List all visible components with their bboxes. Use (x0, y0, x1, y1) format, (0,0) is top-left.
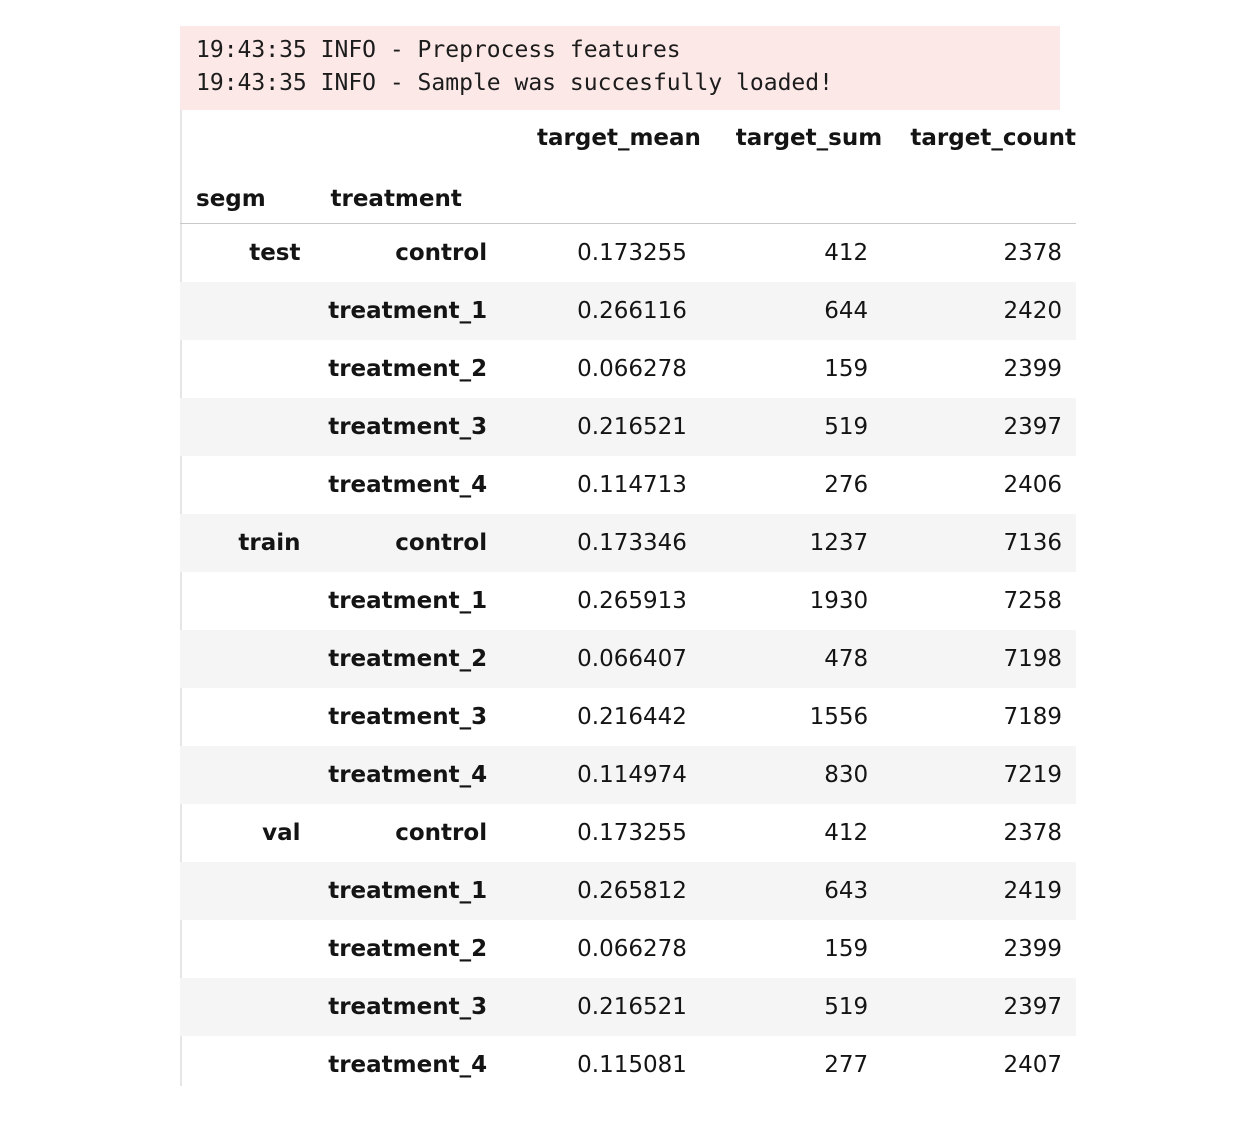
cell-target-count: 7136 (882, 514, 1076, 572)
cell-target-sum: 276 (824, 472, 869, 498)
table-row (180, 862, 1076, 920)
cell-target-mean: 0.265812 (509, 862, 701, 920)
cell-target-count: 2399 (1003, 936, 1062, 962)
cell-treatment: treatment_4 (310, 746, 509, 804)
cell-segm (180, 398, 310, 456)
cell-target-count: 7258 (1003, 588, 1062, 614)
cell-treatment: control (395, 820, 488, 846)
table-row (180, 978, 1076, 1036)
cell-treatment: treatment_2 (310, 630, 509, 688)
table-row (180, 398, 1076, 456)
cell-target-mean: 0.173346 (509, 514, 701, 572)
cell-target-mean: 0.115081 (577, 1052, 687, 1078)
cell-target-sum: 159 (824, 936, 869, 962)
cell-target-mean: 0.114974 (509, 746, 701, 804)
cell-target-sum: 1237 (701, 514, 882, 572)
cell-segm (180, 746, 310, 804)
column-header-target-mean: target_mean (537, 125, 701, 151)
cell-target-sum: 519 (701, 978, 882, 1036)
cell-target-count: 7189 (1003, 704, 1062, 730)
table-row (180, 920, 1076, 978)
cell-target-count: 2397 (882, 978, 1076, 1036)
cell-target-sum: 412 (824, 820, 869, 846)
header-blank-segm (180, 116, 310, 160)
cell-segm (180, 862, 310, 920)
cell-target-count: 2420 (882, 282, 1076, 340)
cell-target-sum: 644 (701, 282, 882, 340)
cell-treatment: treatment_3 (310, 978, 509, 1036)
cell-segm (180, 978, 310, 1036)
cell-target-mean: 0.216521 (509, 978, 701, 1036)
dataframe-header (180, 116, 1076, 222)
cell-segm (180, 340, 310, 398)
cell-target-sum: 478 (701, 630, 882, 688)
table-row (180, 804, 1076, 862)
cell-target-mean: 0.066407 (509, 630, 701, 688)
cell-target-sum: 277 (824, 1052, 869, 1078)
cell-treatment: treatment_1 (328, 588, 488, 614)
cell-target-count: 2397 (882, 398, 1076, 456)
column-header-target-count: target_count (910, 125, 1076, 151)
cell-target-count: 2399 (1003, 356, 1062, 382)
log-output-block (180, 26, 1060, 110)
cell-target-mean: 0.265913 (577, 588, 687, 614)
index-name-treatment: treatment (330, 186, 462, 212)
cell-target-mean: 0.173255 (577, 820, 687, 846)
cell-target-mean: 0.066278 (577, 356, 687, 382)
cell-treatment: control (310, 514, 509, 572)
cell-target-sum: 830 (701, 746, 882, 804)
column-header-row (180, 116, 1076, 160)
cell-target-mean: 0.266116 (509, 282, 701, 340)
cell-treatment: treatment_3 (328, 704, 488, 730)
dataframe-table (180, 116, 1076, 1094)
index-row-blank-1 (509, 160, 701, 222)
table-row (180, 1036, 1076, 1094)
cell-target-mean: 0.216442 (577, 704, 687, 730)
cell-treatment: treatment_4 (328, 472, 488, 498)
index-name-row (180, 160, 1076, 222)
cell-segm (180, 920, 310, 978)
cell-treatment: treatment_4 (328, 1052, 488, 1078)
cell-target-sum: 159 (824, 356, 869, 382)
table-row (180, 456, 1076, 514)
index-row-blank-2 (701, 160, 882, 222)
cell-target-count: 7219 (882, 746, 1076, 804)
table-row (180, 340, 1076, 398)
table-row (180, 688, 1076, 746)
log-line: 19:43:35 INFO - Preprocess features (196, 37, 681, 63)
cell-treatment: treatment_3 (310, 398, 509, 456)
cell-target-count: 7198 (882, 630, 1076, 688)
cell-target-mean: 0.066278 (577, 936, 687, 962)
output-cell (180, 26, 1076, 1094)
cell-target-sum: 1556 (809, 704, 869, 730)
cell-segm (180, 688, 310, 746)
cell-segm (180, 630, 310, 688)
cell-target-mean: 0.114713 (577, 472, 687, 498)
cell-segm (180, 282, 310, 340)
table-row (180, 514, 1076, 572)
cell-treatment: treatment_2 (328, 356, 488, 382)
table-row (180, 572, 1076, 630)
cell-target-count: 2378 (1003, 820, 1062, 846)
cell-segm: train (180, 514, 310, 572)
cell-segm: test (249, 240, 301, 266)
cell-segm: val (262, 820, 301, 846)
cell-segm (180, 1036, 310, 1094)
dataframe-body (180, 222, 1076, 1094)
cell-treatment: treatment_1 (310, 282, 509, 340)
cell-segm (180, 572, 310, 630)
cell-treatment: treatment_1 (310, 862, 509, 920)
table-row (180, 630, 1076, 688)
cell-target-sum: 412 (824, 240, 869, 266)
index-row-blank-3 (882, 160, 1076, 222)
table-row (180, 282, 1076, 340)
column-header-target-sum: target_sum (735, 125, 883, 151)
index-name-segm: segm (196, 186, 266, 212)
table-row (180, 746, 1076, 804)
table-row (180, 224, 1076, 283)
cell-target-sum: 519 (701, 398, 882, 456)
cell-target-mean: 0.216521 (509, 398, 701, 456)
cell-target-mean: 0.173255 (577, 240, 687, 266)
cell-segm (180, 456, 310, 514)
cell-target-count: 2407 (1003, 1052, 1062, 1078)
log-line: 19:43:35 INFO - Sample was succesfully loaded! (196, 70, 833, 96)
cell-target-sum: 643 (701, 862, 882, 920)
cell-treatment: control (395, 240, 488, 266)
cell-treatment: treatment_2 (328, 936, 488, 962)
cell-target-count: 2378 (1003, 240, 1062, 266)
header-blank-treatment (310, 116, 509, 160)
cell-target-count: 2406 (1003, 472, 1062, 498)
cell-target-count: 2419 (882, 862, 1076, 920)
cell-target-sum: 1930 (809, 588, 869, 614)
